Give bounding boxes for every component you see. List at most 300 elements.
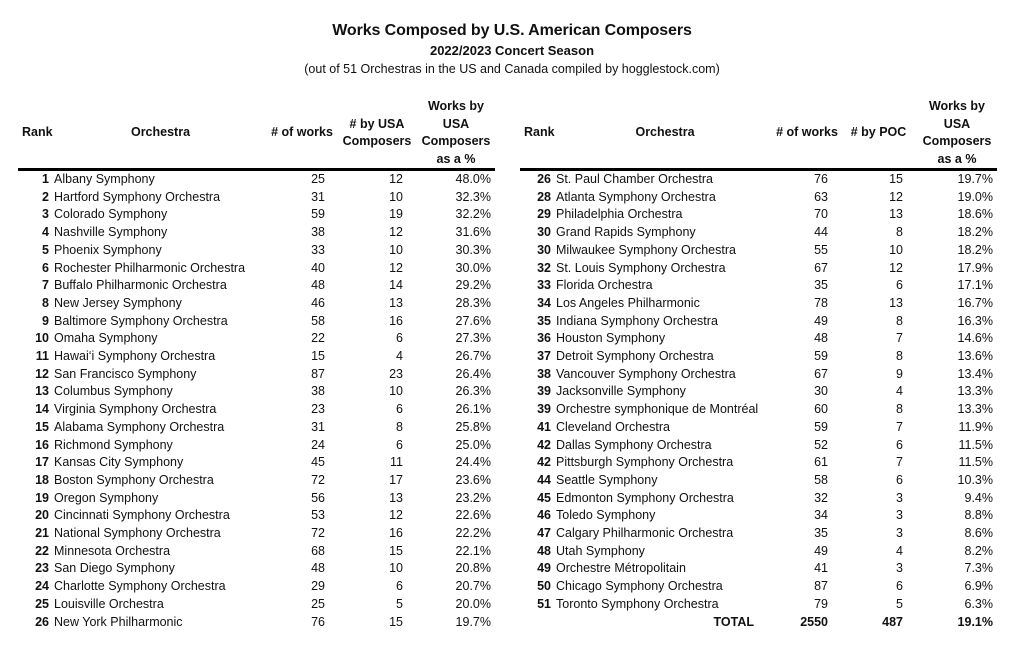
orchestra-cell: St. Paul Chamber Orchestra [556, 172, 714, 186]
orchestra-cell: Los Angeles Philharmonic [556, 295, 700, 310]
percent-cell: 11.5% [958, 455, 993, 470]
works-cell: 45 [311, 455, 325, 470]
percent-cell: 8.6% [964, 526, 993, 541]
percent-cell: 20.8% [455, 561, 491, 576]
table-header-row [18, 98, 495, 170]
rank-cell: 24 [35, 579, 49, 594]
poc-cell: 8 [896, 313, 903, 328]
rank-cell: 41 [537, 419, 551, 434]
rank-cell: 21 [35, 526, 49, 541]
rank-cell: 44 [537, 472, 551, 487]
rank-cell: 39 [537, 402, 551, 417]
percent-cell: 10.3% [957, 472, 993, 487]
orchestra-cell: Kansas City Symphony [54, 455, 184, 470]
works-cell: 56 [311, 490, 325, 505]
rank-cell: 17 [35, 455, 49, 470]
orchestra-cell: San Diego Symphony [54, 561, 175, 576]
rank-cell: 30 [537, 242, 551, 257]
rank-cell: 32 [537, 260, 551, 275]
works-cell: 59 [814, 419, 828, 434]
percent-cell: 13.3% [957, 402, 993, 417]
rank-cell: 14 [35, 402, 49, 417]
poc-cell: 13 [889, 295, 903, 310]
percent-cell: 13.4% [957, 366, 993, 381]
usa-composers-cell: 10 [389, 242, 403, 257]
orchestra-cell: Vancouver Symphony Orchestra [556, 366, 736, 381]
orchestra-cell: Toronto Symphony Orchestra [556, 596, 719, 611]
usa-composers-cell: 15 [389, 614, 403, 629]
usa-composers-cell: 10 [389, 384, 403, 399]
works-cell: 31 [311, 419, 325, 434]
poc-cell: 6 [896, 278, 903, 293]
percent-cell: 22.2% [455, 526, 491, 541]
table-row [520, 348, 997, 366]
percent-cell: 13.6% [957, 349, 993, 364]
works-cell: 24 [311, 437, 325, 452]
percent-cell: 26.4% [455, 366, 491, 381]
percent-cell: 11.5% [958, 437, 993, 452]
usa-composers-cell: 13 [389, 295, 403, 310]
percent-cell: 25.8% [455, 419, 491, 434]
rank-cell: 3 [42, 207, 49, 222]
rank-cell: 6 [42, 260, 49, 275]
report-header [0, 20, 1024, 78]
orchestra-cell: Omaha Symphony [54, 331, 158, 346]
percent-cell: 18.6% [957, 207, 993, 222]
poc-cell: 4 [896, 543, 903, 558]
orchestra-cell: Louisville Orchestra [54, 596, 164, 611]
table-row [520, 277, 997, 295]
percent-cell: 26.3% [455, 384, 491, 399]
orchestra-cell: Phoenix Symphony [54, 242, 162, 257]
works-cell: 34 [814, 508, 828, 523]
total-works: 2550 [800, 614, 828, 629]
works-cell: 22 [311, 331, 325, 346]
table-row [520, 383, 997, 401]
header-line: Composers [922, 134, 992, 148]
percent-cell: 20.0% [455, 596, 491, 611]
table-row [520, 578, 997, 596]
works-cell: 68 [311, 543, 325, 558]
orchestra-cell: Florida Orchestra [556, 278, 653, 293]
column-header-works: # of works [267, 98, 337, 170]
table-row [520, 170, 997, 189]
table-row [18, 507, 495, 525]
orchestra-cell: Cincinnati Symphony Orchestra [54, 508, 230, 523]
column-header-poc: # by POC [840, 98, 917, 170]
ranking-table-right [520, 98, 997, 630]
header-line: USA [943, 116, 971, 131]
works-cell: 23 [311, 402, 325, 417]
orchestra-cell: Chicago Symphony Orchestra [556, 579, 723, 594]
percent-cell: 9.4% [964, 490, 993, 505]
rank-cell: 28 [537, 189, 551, 204]
page-title: Works Composed by U.S. American Composers [332, 22, 692, 39]
works-cell: 63 [814, 189, 828, 204]
orchestra-cell: Richmond Symphony [54, 437, 173, 452]
column-header-works: # of works [774, 98, 840, 170]
works-cell: 38 [311, 225, 325, 240]
orchestra-cell: Seattle Symphony [556, 472, 658, 487]
table-row [18, 242, 495, 260]
table-row [520, 189, 997, 207]
rank-cell: 23 [35, 561, 49, 576]
works-cell: 35 [814, 278, 828, 293]
orchestra-cell: Toledo Symphony [556, 508, 656, 523]
table-row [520, 260, 997, 278]
poc-cell: 15 [889, 172, 903, 186]
works-cell: 46 [311, 295, 325, 310]
works-cell: 59 [814, 349, 828, 364]
poc-cell: 7 [896, 331, 903, 346]
orchestra-cell: Charlotte Symphony Orchestra [54, 579, 226, 594]
orchestra-cell: Colorado Symphony [54, 207, 168, 222]
column-header-orchestra: Orchestra [556, 98, 774, 170]
usa-composers-cell: 16 [389, 526, 403, 541]
works-cell: 49 [814, 543, 828, 558]
orchestra-cell: Columbus Symphony [54, 384, 173, 399]
header-line: USA [442, 116, 470, 131]
usa-composers-cell: 10 [389, 189, 403, 204]
rank-cell: 39 [537, 384, 551, 399]
table-row [18, 419, 495, 437]
rank-cell: 2 [42, 189, 49, 204]
poc-cell: 10 [889, 242, 903, 257]
rank-cell: 30 [537, 225, 551, 240]
rank-cell: 50 [537, 579, 551, 594]
poc-cell: 3 [896, 490, 903, 505]
rank-cell: 36 [537, 331, 551, 346]
table-row [520, 490, 997, 508]
table-row [520, 454, 997, 472]
source-note: (out of 51 Orchestras in the US and Canada compiled by hogglestock.com) [304, 62, 720, 76]
header-line: Composers [421, 134, 491, 148]
works-cell: 32 [814, 490, 828, 505]
poc-cell: 8 [896, 402, 903, 417]
orchestra-cell: San Francisco Symphony [54, 366, 197, 381]
usa-composers-cell: 12 [389, 260, 403, 275]
percent-cell: 23.2% [455, 490, 491, 505]
usa-composers-cell: 14 [389, 278, 403, 293]
header-line: Composers [342, 134, 412, 148]
works-cell: 48 [311, 561, 325, 576]
rank-cell: 45 [537, 490, 551, 505]
orchestra-cell: Philadelphia Orchestra [556, 207, 683, 222]
poc-cell: 3 [896, 508, 903, 523]
works-cell: 76 [814, 172, 828, 186]
table-row [18, 206, 495, 224]
percent-cell: 17.9% [957, 260, 993, 275]
table-row [520, 525, 997, 543]
orchestra-cell: Minnesota Orchestra [54, 543, 171, 558]
usa-composers-cell: 15 [389, 543, 403, 558]
orchestra-cell: Calgary Philharmonic Orchestra [556, 526, 734, 541]
orchestra-cell: Buffalo Philharmonic Orchestra [54, 278, 227, 293]
percent-cell: 27.6% [455, 313, 491, 328]
header-line: Works by [427, 99, 485, 113]
percent-cell: 25.0% [455, 437, 491, 452]
rank-cell: 26 [35, 614, 49, 629]
rank-cell: 42 [537, 455, 551, 470]
works-cell: 25 [311, 596, 325, 611]
rank-cell: 12 [35, 366, 49, 381]
rank-cell: 29 [537, 207, 551, 222]
poc-cell: 7 [896, 419, 903, 434]
orchestra-cell: New York Philharmonic [54, 614, 183, 629]
poc-cell: 5 [896, 596, 903, 611]
works-cell: 61 [814, 455, 828, 470]
table-row [18, 525, 495, 543]
rank-cell: 11 [35, 349, 49, 364]
percent-cell: 20.7% [455, 579, 491, 594]
rank-cell: 26 [537, 172, 551, 186]
table-row [18, 295, 495, 313]
works-cell: 15 [311, 349, 325, 364]
rank-cell: 37 [537, 349, 551, 364]
poc-cell: 8 [896, 225, 903, 240]
table-row [18, 472, 495, 490]
usa-composers-cell: 11 [390, 455, 403, 470]
total-percent: 19.1% [957, 614, 993, 629]
column-header-rank: Rank [520, 98, 556, 170]
orchestra-cell: Rochester Philharmonic Orchestra [54, 260, 246, 275]
rank-cell: 9 [42, 313, 49, 328]
works-cell: 40 [311, 260, 325, 275]
rank-cell: 42 [537, 437, 551, 452]
orchestra-cell: Houston Symphony [556, 331, 666, 346]
percent-cell: 30.0% [455, 260, 491, 275]
works-cell: 55 [814, 242, 828, 257]
percent-cell: 24.4% [455, 455, 491, 470]
total-poc: 487 [882, 614, 903, 629]
table-row [18, 313, 495, 331]
orchestra-cell: Albany Symphony [54, 172, 155, 186]
usa-composers-cell: 17 [389, 472, 403, 487]
percent-cell: 30.3% [455, 242, 491, 257]
table-row [520, 543, 997, 561]
poc-cell: 6 [896, 472, 903, 487]
rank-cell: 25 [35, 596, 49, 611]
percent-cell: 32.3% [455, 189, 491, 204]
table-row [520, 596, 997, 614]
table-row [18, 224, 495, 242]
rank-cell: 34 [537, 295, 551, 310]
rank-cell: 49 [537, 561, 551, 576]
works-cell: 67 [814, 366, 828, 381]
rank-cell: 19 [35, 490, 49, 505]
rank-cell: 13 [35, 384, 49, 399]
percent-cell: 17.1% [957, 278, 993, 293]
orchestra-cell: Indiana Symphony Orchestra [556, 313, 718, 328]
usa-composers-cell: 23 [389, 366, 403, 381]
poc-cell: 9 [896, 366, 903, 381]
orchestra-cell: Utah Symphony [556, 543, 645, 558]
ranking-table-left [18, 98, 495, 631]
percent-cell: 32.2% [455, 207, 491, 222]
works-cell: 35 [814, 526, 828, 541]
percent-cell: 18.2% [957, 225, 993, 240]
poc-cell: 13 [889, 207, 903, 222]
percent-cell: 14.6% [957, 331, 993, 346]
rank-cell: 20 [35, 508, 49, 523]
usa-composers-cell: 4 [396, 349, 403, 364]
table-row [18, 490, 495, 508]
percent-cell: 19.7% [957, 172, 993, 186]
table-row [18, 170, 495, 189]
table-row [520, 560, 997, 578]
works-cell: 60 [814, 402, 828, 417]
poc-cell: 8 [896, 349, 903, 364]
rank-cell: 10 [35, 331, 49, 346]
orchestra-cell: Dallas Symphony Orchestra [556, 437, 712, 452]
table-row [520, 206, 997, 224]
rank-cell: 48 [537, 543, 551, 558]
usa-composers-cell: 10 [389, 561, 403, 576]
table-row [520, 295, 997, 313]
percent-cell: 18.2% [957, 242, 993, 257]
poc-cell: 3 [896, 526, 903, 541]
percent-cell: 8.2% [964, 543, 993, 558]
orchestra-cell: Milwaukee Symphony Orchestra [556, 242, 736, 257]
works-cell: 79 [814, 596, 828, 611]
table-row [18, 189, 495, 207]
works-cell: 58 [311, 313, 325, 328]
table-row [520, 313, 997, 331]
usa-composers-cell: 12 [389, 225, 403, 240]
table-row [18, 596, 495, 614]
percent-cell: 19.0% [957, 189, 993, 204]
rank-cell: 16 [35, 437, 49, 452]
rank-cell: 7 [42, 278, 49, 293]
percent-cell: 28.3% [455, 295, 491, 310]
table-row [18, 348, 495, 366]
table-row [18, 543, 495, 561]
works-cell: 38 [311, 384, 325, 399]
header-line: as a % [436, 151, 476, 166]
orchestra-cell: Oregon Symphony [54, 490, 159, 505]
usa-composers-cell: 6 [396, 331, 403, 346]
header-line: # by USA [349, 116, 405, 131]
works-cell: 70 [814, 207, 828, 222]
poc-cell: 7 [896, 455, 903, 470]
table-row [18, 366, 495, 384]
works-cell: 87 [311, 366, 325, 381]
table-row [18, 437, 495, 455]
orchestra-cell: Jacksonville Symphony [556, 384, 686, 399]
table-row [18, 578, 495, 596]
table-row [520, 242, 997, 260]
table-row [520, 419, 997, 437]
column-header-percent [417, 98, 495, 170]
works-cell: 72 [311, 472, 325, 487]
orchestra-cell: Alabama Symphony Orchestra [54, 419, 225, 434]
rank-cell: 35 [537, 313, 551, 328]
works-cell: 48 [311, 278, 325, 293]
percent-cell: 6.3% [964, 596, 993, 611]
orchestra-cell: Baltimore Symphony Orchestra [54, 313, 228, 328]
orchestra-cell: St. Louis Symphony Orchestra [556, 260, 726, 275]
percent-cell: 11.9% [958, 419, 993, 434]
poc-cell: 12 [889, 189, 903, 204]
table-row [520, 366, 997, 384]
table-row [520, 224, 997, 242]
usa-composers-cell: 12 [389, 508, 403, 523]
orchestra-cell: Hartford Symphony Orchestra [54, 189, 221, 204]
percent-cell: 6.9% [964, 579, 993, 594]
usa-composers-cell: 8 [396, 419, 403, 434]
orchestra-cell: Cleveland Orchestra [556, 419, 670, 434]
rank-cell: 46 [537, 508, 551, 523]
table-row [18, 454, 495, 472]
column-header-percent [917, 98, 997, 170]
works-cell: 76 [311, 614, 325, 629]
percent-cell: 16.7% [957, 295, 993, 310]
rank-cell: 5 [42, 242, 49, 257]
works-cell: 87 [814, 579, 828, 594]
table-row [520, 507, 997, 525]
table-row [18, 614, 495, 632]
works-cell: 53 [311, 508, 325, 523]
percent-cell: 31.6% [455, 225, 491, 240]
percent-cell: 48.0% [455, 172, 491, 186]
rank-cell: 4 [42, 225, 49, 240]
works-cell: 30 [814, 384, 828, 399]
header-line: Works by [928, 99, 986, 113]
rank-cell: 18 [35, 472, 49, 487]
usa-composers-cell: 6 [396, 402, 403, 417]
table-row [18, 330, 495, 348]
usa-composers-cell: 13 [389, 490, 403, 505]
rank-cell: 51 [537, 596, 551, 611]
orchestra-cell: Grand Rapids Symphony [556, 225, 696, 240]
rank-cell: 8 [42, 295, 49, 310]
table-row [18, 401, 495, 419]
orchestra-cell: National Symphony Orchestra [54, 526, 221, 541]
works-cell: 49 [814, 313, 828, 328]
percent-cell: 26.7% [455, 349, 491, 364]
works-cell: 29 [311, 579, 325, 594]
usa-composers-cell: 6 [396, 579, 403, 594]
percent-cell: 19.7% [455, 614, 491, 629]
poc-cell: 4 [896, 384, 903, 399]
works-cell: 67 [814, 260, 828, 275]
table-row [520, 330, 997, 348]
poc-cell: 12 [889, 260, 903, 275]
orchestra-cell: Pittsburgh Symphony Orchestra [556, 455, 734, 470]
percent-cell: 27.3% [455, 331, 491, 346]
orchestra-cell: Edmonton Symphony Orchestra [556, 490, 734, 505]
column-header-orchestra: Orchestra [54, 98, 267, 170]
orchestra-cell: Hawai‘i Symphony Orchestra [54, 349, 216, 364]
percent-cell: 22.1% [455, 543, 491, 558]
table-body-left [18, 170, 495, 632]
works-cell: 52 [814, 437, 828, 452]
poc-cell: 3 [896, 561, 903, 576]
percent-cell: 29.2% [455, 278, 491, 293]
works-cell: 78 [814, 295, 828, 310]
table-row [18, 260, 495, 278]
table-row [18, 560, 495, 578]
works-cell: 59 [311, 207, 325, 222]
orchestra-cell: Orchestre symphonique de Montréal [556, 402, 759, 417]
percent-cell: 23.6% [455, 472, 491, 487]
percent-cell: 7.3% [964, 561, 993, 576]
total-label: TOTAL [713, 614, 754, 629]
orchestra-cell: Orchestre Métropolitain [556, 561, 686, 576]
table-row [520, 401, 997, 419]
rank-cell: 15 [35, 419, 49, 434]
works-cell: 72 [311, 526, 325, 541]
